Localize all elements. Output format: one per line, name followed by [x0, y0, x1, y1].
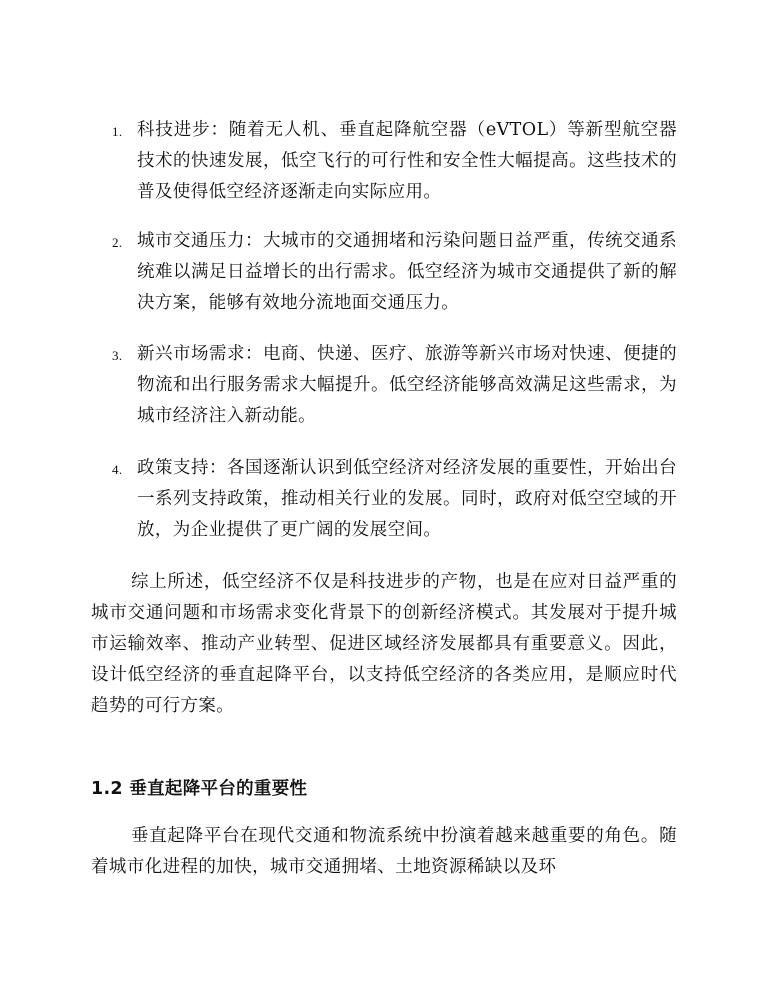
list-item-number: 4. [112, 462, 123, 477]
list-item-text: 科技进步：随着无人机、垂直起降航空器（eVTOL）等新型航空器技术的快速发展，低空飞行的可行性和安全性大幅提高。这些技术的普及使得低空经济逐渐走向实际应用。 [137, 120, 677, 202]
list-item-number: 1. [112, 124, 123, 139]
list-item-text: 新兴市场需求：电商、快递、医疗、旅游等新兴市场对快速、便捷的物流和出行服务需求大幅提升。低空经济能够高效满足这些需求，为城市经济注入新动能。 [137, 344, 677, 426]
summary-paragraph: 综上所述，低空经济不仅是科技进步的产物，也是在应对日益严重的城市交通问题和市场需求变化背景下的创新经济模式。其发展对于提升城市运输效率、推动产业转型、促进区域经济发展都具有重要意义。因此，设计低空经济的垂直起降平台，以支持低空经济的各类应用，是顺应时代趋势的可行方案。 [91, 572, 677, 716]
section-paragraph: 垂直起降平台在现代交通和物流系统中扮演着越来越重要的角色。随着城市化进程的加快，城市交通拥堵、土地资源稀缺以及环 [91, 826, 677, 877]
list-item-text: 政策支持：各国逐渐认识到低空经济对经济发展的重要性，开始出台一系列支持政策，推动相关行业的发展。同时，政府对低空空域的开放，为企业提供了更广阔的发展空间。 [137, 458, 677, 540]
list-item [112, 226, 677, 319]
list-item [112, 115, 677, 208]
section-heading: 1.2 垂直起降平台的重要性 [91, 779, 308, 799]
list-item-number: 3. [112, 348, 123, 363]
list-item [112, 339, 677, 432]
list-item-number: 2. [112, 235, 123, 250]
list-item-text: 城市交通压力：大城市的交通拥堵和污染问题日益严重，传统交通系统难以满足日益增长的出行需求。低空经济为城市交通提供了新的解决方案，能够有效地分流地面交通压力。 [137, 231, 677, 313]
list-item [112, 453, 677, 546]
